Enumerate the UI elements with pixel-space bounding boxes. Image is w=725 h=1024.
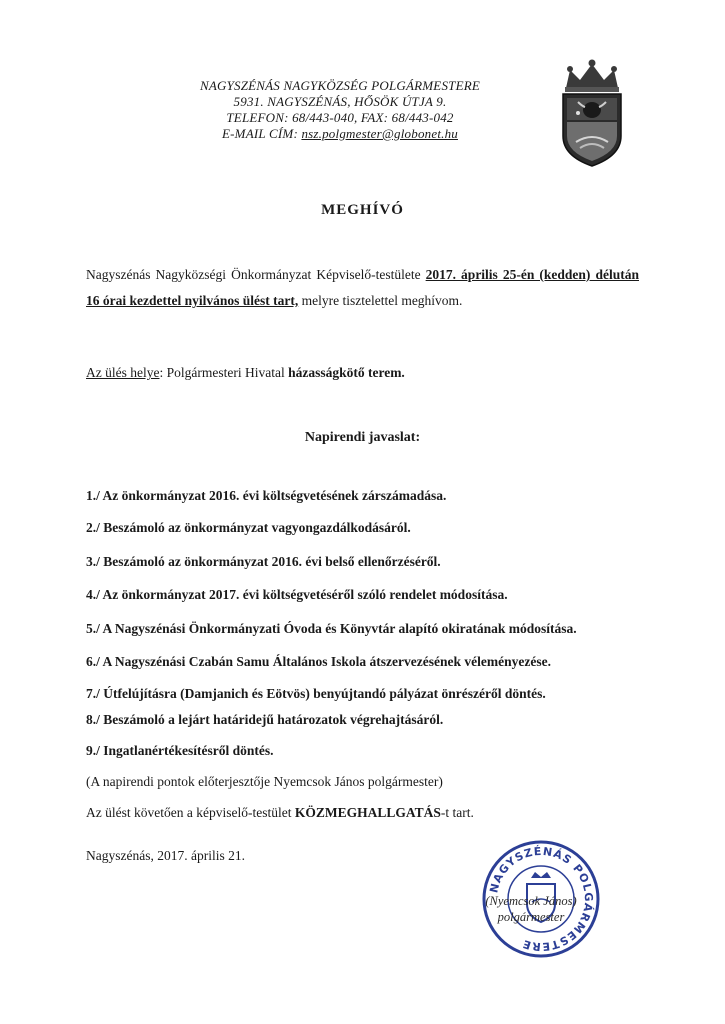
intro-closing: melyre tisztelettel meghívom.	[298, 293, 463, 308]
invitation-paragraph	[86, 262, 639, 314]
signature-block	[466, 893, 596, 925]
coat-of-arms-icon	[556, 58, 628, 170]
signatory-name: (Nyemcsok János)	[485, 894, 577, 908]
letterhead-email	[150, 126, 530, 142]
venue-text: : Polgármesteri Hivatal	[159, 365, 289, 380]
place-and-date: Nagyszénás, 2017. április 21.	[86, 848, 245, 863]
signatory-role: polgármester	[497, 910, 565, 924]
agenda-item: 8./ Beszámoló a lejárt határidejű határozatok végrehajtásáról.	[86, 712, 444, 727]
document-title: MEGHÍVÓ	[321, 202, 404, 218]
letterhead-office: NAGYSZÉNÁS NAGYKÖZSÉG POLGÁRMESTERE	[199, 78, 480, 93]
public-hearing-note	[86, 805, 474, 821]
hearing-suffix: -t tart.	[440, 805, 474, 820]
agenda-heading: Napirendi javaslat:	[304, 430, 421, 445]
agenda-item: 1./ Az önkormányzat 2016. évi költségvetésének zárszámadása.	[86, 488, 447, 503]
email-link[interactable]: nsz.polgmester@globonet.hu	[301, 126, 458, 141]
agenda-item: 5./ A Nagyszénási Önkormányzati Óvoda és Könyvtár alapító okiratának módosítása.	[86, 621, 577, 636]
venue-line	[86, 365, 639, 381]
venue-room: házasságkötő terem.	[288, 365, 405, 380]
presenter-note: (A napirendi pontok előterjesztője Nyemcsok János polgármester)	[86, 774, 443, 789]
letterhead-address: 5931. NAGYSZÉNÁS, HŐSÖK ÚTJA 9.	[233, 94, 447, 109]
intro-text: Nagyszénás Nagyközségi Önkormányzat Képviselő-testülete	[86, 267, 426, 282]
agenda-item: 2./ Beszámoló az önkormányzat vagyongazdálkodásáról.	[86, 520, 411, 535]
agenda-item: 7./ Útfelújításra (Damjanich és Eötvös) benyújtandó pályázat önrészéről döntés.	[86, 686, 546, 701]
letterhead	[150, 78, 530, 142]
venue-label: Az ülés helye	[86, 365, 160, 380]
meeting-date-time: 2017. április 25-én (kedden) délután 16 órai kezdettel nyilvános ülést tart,	[86, 267, 639, 308]
agenda-item: 9./ Ingatlanértékesítésről döntés.	[86, 743, 274, 758]
letterhead-phone-fax: TELEFON: 68/443-040, FAX: 68/443-042	[226, 110, 454, 125]
hearing-text: Az ülést követően a képviselő-testület	[86, 805, 295, 820]
agenda-item: 3./ Beszámoló az önkormányzat 2016. évi belső ellenőrzéséről.	[86, 554, 441, 569]
email-label: E-MAIL CÍM:	[222, 126, 298, 141]
hearing-keyword: KÖZMEGHALLGATÁS	[294, 805, 441, 820]
svg-text:NAGYSZÉNÁS POLGÁRMESTERE: NAGYSZÉNÁS POLGÁRMESTERE	[487, 844, 596, 954]
agenda-item: 4./ Az önkormányzat 2017. évi költségvetéséről szóló rendelet módosítása.	[86, 587, 508, 602]
agenda-item: 6./ A Nagyszénási Czabán Samu Általános Iskola átszervezésének véleményezése.	[86, 654, 551, 669]
